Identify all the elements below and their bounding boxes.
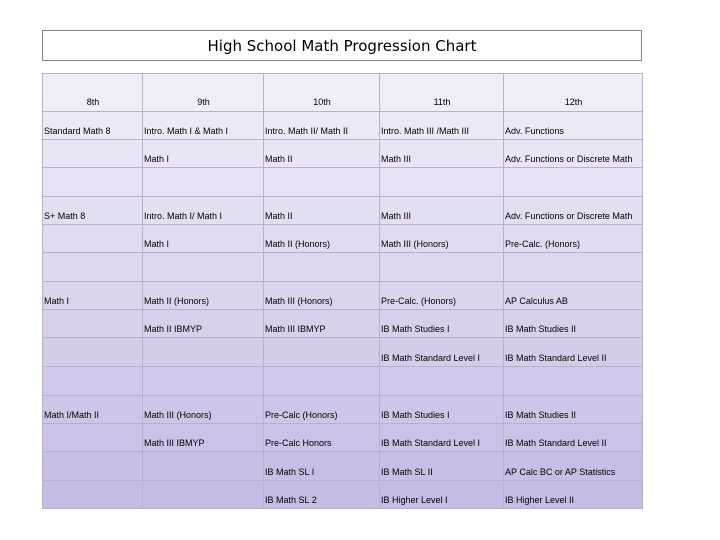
table-cell <box>504 140 643 168</box>
progression-table <box>42 73 643 509</box>
course-label: IB Math SL 2 <box>265 495 317 505</box>
table-cell <box>504 452 643 481</box>
table-cell <box>504 225 643 253</box>
table-row <box>43 168 643 197</box>
table-cell <box>43 481 143 509</box>
table-cell <box>380 338 504 367</box>
grade-header-cell <box>380 74 504 112</box>
table-cell <box>380 168 504 197</box>
course-label: IB Math Standard Level II <box>505 438 607 448</box>
table-row <box>43 367 643 396</box>
table-cell <box>43 112 143 140</box>
table-cell <box>43 310 143 338</box>
table-cell <box>264 168 380 197</box>
course-label: Intro. Math II/ Math II <box>265 126 349 136</box>
table-cell <box>504 396 643 424</box>
course-label: Math III (Honors) <box>144 410 212 420</box>
table-cell <box>43 140 143 168</box>
grade-header-label: 10th <box>313 97 331 107</box>
table-cell <box>504 481 643 509</box>
course-label: Math I <box>144 154 170 164</box>
course-label: IB Math Studies II <box>505 410 577 420</box>
course-label: IB Math Studies I <box>381 324 450 334</box>
table-cell <box>380 282 504 310</box>
table-cell <box>380 481 504 509</box>
course-label <box>144 505 263 508</box>
course-label: IB Math Standard Level I <box>381 353 481 363</box>
table-row <box>43 225 643 253</box>
table-cell <box>43 452 143 481</box>
table-cell <box>380 310 504 338</box>
table-cell <box>143 168 264 197</box>
course-label: Intro. Math I/ Math I <box>144 211 223 221</box>
table-cell <box>143 225 264 253</box>
table-cell <box>43 424 143 452</box>
course-label: AP Calc BC or AP Statistics <box>505 467 616 477</box>
table-cell <box>43 396 143 424</box>
table-cell <box>380 197 504 225</box>
table-row <box>43 112 643 140</box>
table-cell <box>143 140 264 168</box>
table-cell <box>143 282 264 310</box>
table-cell <box>504 310 643 338</box>
table-cell <box>143 338 264 367</box>
grade-header-cell <box>264 74 380 112</box>
course-label: Adv. Functions <box>505 126 564 136</box>
table-cell <box>380 112 504 140</box>
course-label: Math I <box>44 296 70 306</box>
course-label <box>44 505 142 508</box>
table-cell <box>264 367 380 396</box>
table-cell <box>504 338 643 367</box>
course-label: S+ Math 8 <box>44 211 86 221</box>
course-label: IB Math Studies I <box>381 410 450 420</box>
table-cell <box>504 197 643 225</box>
course-label: IB Math SL II <box>381 467 433 477</box>
table-row <box>43 424 643 452</box>
table-cell <box>504 424 643 452</box>
table-cell <box>43 197 143 225</box>
grade-header-cell <box>43 74 143 112</box>
table-cell <box>504 367 643 396</box>
table-cell <box>264 310 380 338</box>
table-cell <box>264 112 380 140</box>
table-cell <box>380 140 504 168</box>
course-label: IB Higher Level II <box>505 495 575 505</box>
table-cell <box>264 396 380 424</box>
table-cell <box>264 253 380 282</box>
course-label: Intro. Math I & Math I <box>144 126 229 136</box>
course-label: IB Math Studies II <box>505 324 577 334</box>
course-label: Math III <box>381 211 412 221</box>
course-label: Intro. Math III /Math III <box>381 126 470 136</box>
course-label: Standard Math 8 <box>44 126 111 136</box>
course-label: Math III <box>381 154 412 164</box>
table-cell <box>380 225 504 253</box>
table-cell <box>43 168 143 197</box>
table-cell <box>43 282 143 310</box>
table-cell <box>504 253 643 282</box>
course-label: Math II IBMYP <box>144 324 203 334</box>
table-cell <box>143 396 264 424</box>
table-cell <box>143 253 264 282</box>
course-label: Math III IBMYP <box>265 324 326 334</box>
table-cell <box>504 282 643 310</box>
table-cell <box>143 112 264 140</box>
table-cell <box>264 140 380 168</box>
course-label: Pre-Calc (Honors) <box>265 410 338 420</box>
course-label: IB Math SL I <box>265 467 315 477</box>
course-label: Pre-Calc. (Honors) <box>381 296 457 306</box>
table-row <box>43 253 643 282</box>
table-cell <box>264 225 380 253</box>
table-row <box>43 396 643 424</box>
table-row <box>43 310 643 338</box>
table-row <box>43 197 643 225</box>
course-label: Math II <box>265 211 293 221</box>
table-row <box>43 140 643 168</box>
table-cell <box>43 338 143 367</box>
table-row <box>43 452 643 481</box>
course-label: Math I <box>144 239 170 249</box>
grade-header-label: 12th <box>564 97 583 107</box>
table-cell <box>380 396 504 424</box>
course-label: Math II (Honors) <box>144 296 210 306</box>
course-label: IB Higher Level I <box>381 495 448 505</box>
table-cell <box>43 253 143 282</box>
table-row <box>43 481 643 509</box>
course-label: Math III (Honors) <box>381 239 449 249</box>
grade-header-cell <box>143 74 264 112</box>
course-label: Math I/Math II <box>44 410 100 420</box>
table-cell <box>43 367 143 396</box>
table-cell <box>43 225 143 253</box>
table-cell <box>380 367 504 396</box>
table-row <box>43 338 643 367</box>
course-label: Adv. Functions or Discrete Math <box>505 154 633 164</box>
course-label: Math II (Honors) <box>265 239 331 249</box>
course-label: Adv. Functions or Discrete Math <box>505 211 633 221</box>
course-label: AP Calculus AB <box>505 296 568 306</box>
table-cell <box>380 424 504 452</box>
grade-header-cell <box>504 74 643 112</box>
table-cell <box>264 197 380 225</box>
table-cell <box>143 452 264 481</box>
table-cell <box>143 367 264 396</box>
table-cell <box>380 253 504 282</box>
table-cell <box>504 112 643 140</box>
header-row <box>43 74 643 112</box>
course-label: Math II <box>265 154 293 164</box>
course-label: IB Math Standard Level II <box>505 353 607 363</box>
grade-header-label: 8th <box>86 97 100 107</box>
table-cell <box>143 424 264 452</box>
course-label: Pre-Calc Honors <box>265 438 332 448</box>
table-cell <box>143 310 264 338</box>
table-row <box>43 282 643 310</box>
table-cell <box>264 424 380 452</box>
table-cell <box>264 338 380 367</box>
grade-header-label: 11th <box>433 97 451 107</box>
course-label: Pre-Calc. (Honors) <box>505 239 581 249</box>
table-cell <box>143 197 264 225</box>
course-label: Math III (Honors) <box>265 296 333 306</box>
course-label: IB Math Standard Level I <box>381 438 481 448</box>
course-label: Math III IBMYP <box>144 438 205 448</box>
table-cell <box>264 452 380 481</box>
chart-title: High School Math Progression Chart <box>42 30 642 61</box>
table-cell <box>143 481 264 509</box>
grade-header-label: 9th <box>197 97 210 107</box>
table-cell <box>264 481 380 509</box>
table-cell <box>380 452 504 481</box>
table-cell <box>264 282 380 310</box>
table-cell <box>504 168 643 197</box>
